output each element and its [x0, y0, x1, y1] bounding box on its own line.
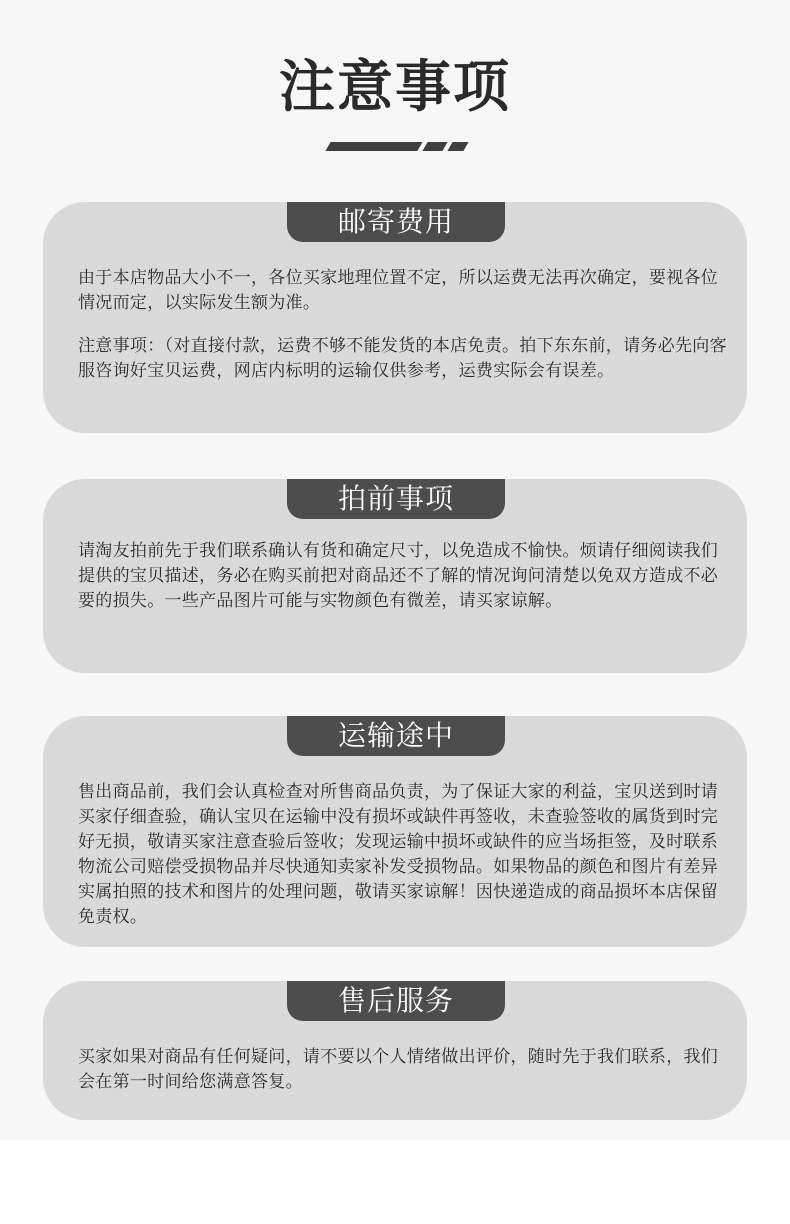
section-paragraph: 买家如果对商品有任何疑问，请不要以个人情绪做出评价，随时先于我们联系，我们会在第一时间给您满意答复。 — [78, 1047, 719, 1092]
section-heading: 运输途中 — [287, 716, 505, 756]
section-body — [78, 780, 727, 930]
section-heading: 拍前事项 — [287, 479, 505, 519]
section-paragraph: 售出商品前，我们会认真检查对所售商品负责，为了保证大家的利益，宝贝送到时请买家仔细查验，确认宝贝在运输中没有损坏或缺件再签收，未查验签收的属货到时完好无损，敬请买家注意查验后签收；发现运输中损坏或缺件的应当场拒签，及时联系物流公司赔偿受损物品并尽快通知卖家补发受损物品。如果物品的颜色和图片有差异实属拍照的技术和图片的处理问题，敬请买家谅解！因快递造成的商品损坏本店保留免责权。 — [78, 782, 719, 927]
section-shipping-fee — [43, 202, 747, 433]
section-body — [78, 266, 727, 384]
section-paragraph: 请淘友拍前先于我们联系确认有货和确定尺寸，以免造成不愉快。烦请仔细阅读我们提供的宝贝描述，务必在购买前把对商品还不了解的情况询问清楚以免双方造成不必要的损失。一些产品图片可能与实物颜色有微差，请买家谅解。 — [78, 541, 719, 611]
title-underline-bar — [447, 142, 468, 151]
section-in-transit — [43, 716, 747, 947]
section-heading: 邮寄费用 — [287, 202, 505, 242]
section-body — [78, 539, 727, 614]
page-title: 注意事项 — [279, 55, 511, 120]
section-heading: 售后服务 — [287, 981, 505, 1021]
section-before-purchase — [43, 479, 747, 673]
section-paragraph: 由于本店物品大小不一，各位买家地理位置不定，所以运费无法再次确定，要视各位情况而定，以实际发生额为准。 — [78, 268, 719, 313]
title-underline-bar — [325, 142, 422, 151]
title-underline-bar — [422, 142, 447, 151]
section-after-sales — [43, 981, 747, 1120]
section-paragraph: 注意事项：（对直接付款，运费不够不能发货的本店免责。拍下东东前，请务必先向客服咨询好宝贝运费，网店内标明的运输仅供参考，运费实际会有误差。 — [78, 336, 727, 381]
section-body — [78, 1045, 727, 1095]
